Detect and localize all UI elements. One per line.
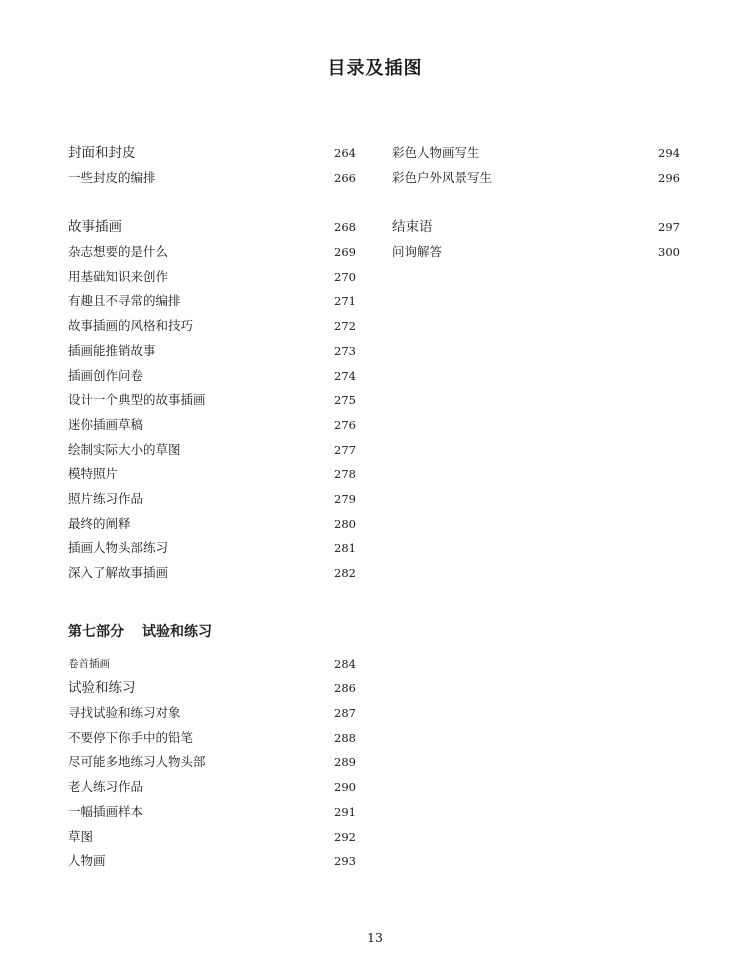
toc-entry-page: 272	[334, 319, 356, 334]
toc-entry-label: 迷你插画草稿	[68, 416, 144, 432]
part-label: 第七部分	[68, 623, 124, 640]
section-gap	[392, 190, 680, 215]
toc-right-column	[392, 141, 680, 265]
toc-entry-label: 卷首插画	[68, 657, 110, 670]
toc-entry-page: 275	[334, 393, 356, 408]
toc-entry-page: 286	[334, 681, 356, 696]
toc-entry[interactable]	[68, 438, 356, 463]
toc-entry[interactable]	[392, 166, 680, 191]
toc-entry-page: 270	[334, 269, 356, 284]
toc-entry-label: 最终的阐释	[68, 515, 131, 531]
page-title: 目录及插图	[327, 58, 423, 79]
toc-entry[interactable]	[68, 388, 356, 413]
toc-entry-label: 一些封皮的编排	[68, 169, 156, 185]
toc-entry-label: 尽可能多地练习人物头部	[68, 754, 206, 770]
toc-entry-page: 296	[658, 170, 680, 185]
toc-entry-page: 273	[334, 343, 356, 358]
toc-group-covers	[68, 141, 356, 190]
toc-entry-page: 294	[658, 146, 680, 160]
toc-entry[interactable]	[68, 240, 356, 265]
toc-entry[interactable]	[392, 215, 680, 240]
toc-entry-label: 封面和封皮	[68, 145, 136, 161]
section-gap	[68, 190, 356, 215]
part-heading	[68, 620, 356, 644]
toc-entry-page: 282	[334, 566, 356, 580]
toc-entry-page: 292	[334, 829, 356, 844]
toc-entry-label: 结束语	[392, 219, 433, 236]
toc-entry-label: 插画创作问卷	[68, 367, 144, 383]
toc-entry-page: 268	[334, 220, 356, 235]
toc-entry-label: 一幅插画样本	[68, 803, 144, 819]
toc-entry[interactable]	[68, 750, 356, 775]
toc-entry-label: 模特照片	[68, 466, 119, 482]
toc-entry[interactable]	[68, 166, 356, 191]
toc-entry-label: 有趣且不寻常的编排	[68, 293, 181, 309]
toc-entry-page: 300	[658, 245, 680, 260]
toc-entry-page: 280	[334, 516, 356, 531]
toc-entry-page: 271	[334, 294, 356, 309]
toc-entry-page: 281	[334, 541, 356, 556]
toc-entry-label: 用基础知识来创作	[68, 268, 169, 284]
toc-entry-label: 故事插画	[68, 219, 122, 236]
section-gap	[68, 586, 356, 620]
toc-entry-label: 设计一个典型的故事插画	[68, 392, 206, 408]
toc-entry-label: 彩色人物画写生	[392, 145, 480, 160]
toc-entry[interactable]	[68, 800, 356, 825]
toc-entry[interactable]	[68, 141, 356, 166]
toc-entry-label: 插画人物头部练习	[68, 540, 169, 556]
toc-entry[interactable]	[68, 825, 356, 850]
toc-entry-label: 绘制实际大小的草图	[68, 441, 181, 457]
toc-entry-page: 297	[658, 220, 680, 235]
toc-entry[interactable]	[392, 141, 680, 166]
toc-entry-label: 深入了解故事插画	[68, 565, 169, 580]
toc-entry-label: 人物画	[68, 853, 106, 869]
toc-entry-page: 264	[334, 146, 356, 160]
toc-entry[interactable]	[68, 849, 356, 874]
toc-entry-label: 试验和练习	[68, 680, 136, 697]
toc-entry[interactable]	[68, 462, 356, 487]
toc-entry-page: 284	[334, 656, 356, 671]
toc-entry-label: 不要停下你手中的铅笔	[68, 729, 194, 745]
toc-group-closing	[392, 215, 680, 264]
toc-entry-page: 278	[334, 467, 356, 482]
toc-group-part7	[68, 652, 356, 874]
page-number: 13	[367, 930, 383, 945]
toc-entry-page: 274	[334, 368, 356, 383]
toc-entry-label: 问询解答	[392, 244, 443, 260]
toc-entry-label: 彩色户外风景写生	[392, 169, 493, 185]
toc-entry[interactable]	[68, 561, 356, 586]
toc-entry-label: 老人练习作品	[68, 779, 144, 795]
toc-entry-page: 266	[334, 170, 356, 185]
toc-entry[interactable]	[68, 314, 356, 339]
toc-entry-label: 插画能推销故事	[68, 342, 156, 358]
toc-entry-page: 289	[334, 755, 356, 770]
toc-entry-label: 寻找试验和练习对象	[68, 705, 181, 721]
toc-entry-label: 照片练习作品	[68, 490, 144, 506]
toc-entry[interactable]	[68, 775, 356, 800]
toc-entry[interactable]	[68, 364, 356, 389]
toc-entry[interactable]	[68, 289, 356, 314]
toc-entry-label: 草图	[68, 828, 94, 844]
toc-entry[interactable]	[68, 652, 356, 677]
toc-entry-label: 杂志想要的是什么	[68, 244, 169, 260]
toc-entry-page: 287	[334, 706, 356, 721]
toc-entry-page: 276	[334, 417, 356, 432]
toc-entry[interactable]	[68, 726, 356, 751]
toc-entry-page: 279	[334, 491, 356, 506]
toc-entry-page: 293	[334, 854, 356, 869]
toc-entry[interactable]	[392, 240, 680, 265]
toc-entry-page: 269	[334, 245, 356, 260]
toc-entry-page: 290	[334, 780, 356, 795]
toc-entry[interactable]	[68, 676, 356, 701]
toc-entry-page: 288	[334, 730, 356, 745]
toc-entry[interactable]	[68, 265, 356, 290]
toc-group-color-sketching	[392, 141, 680, 190]
toc-entry[interactable]	[68, 536, 356, 561]
toc-entry[interactable]	[68, 512, 356, 537]
toc-entry[interactable]	[68, 701, 356, 726]
toc-entry-page: 291	[334, 804, 356, 819]
toc-entry[interactable]	[68, 215, 356, 240]
toc-group-story-illustration	[68, 215, 356, 585]
toc-left-column	[68, 141, 356, 874]
toc-entry[interactable]	[68, 487, 356, 512]
toc-entry-label: 故事插画的风格和技巧	[68, 318, 194, 334]
toc-entry-page: 277	[334, 442, 356, 457]
part-title: 试验和练习	[142, 623, 212, 640]
toc-entry[interactable]	[68, 413, 356, 438]
toc-entry[interactable]	[68, 339, 356, 364]
